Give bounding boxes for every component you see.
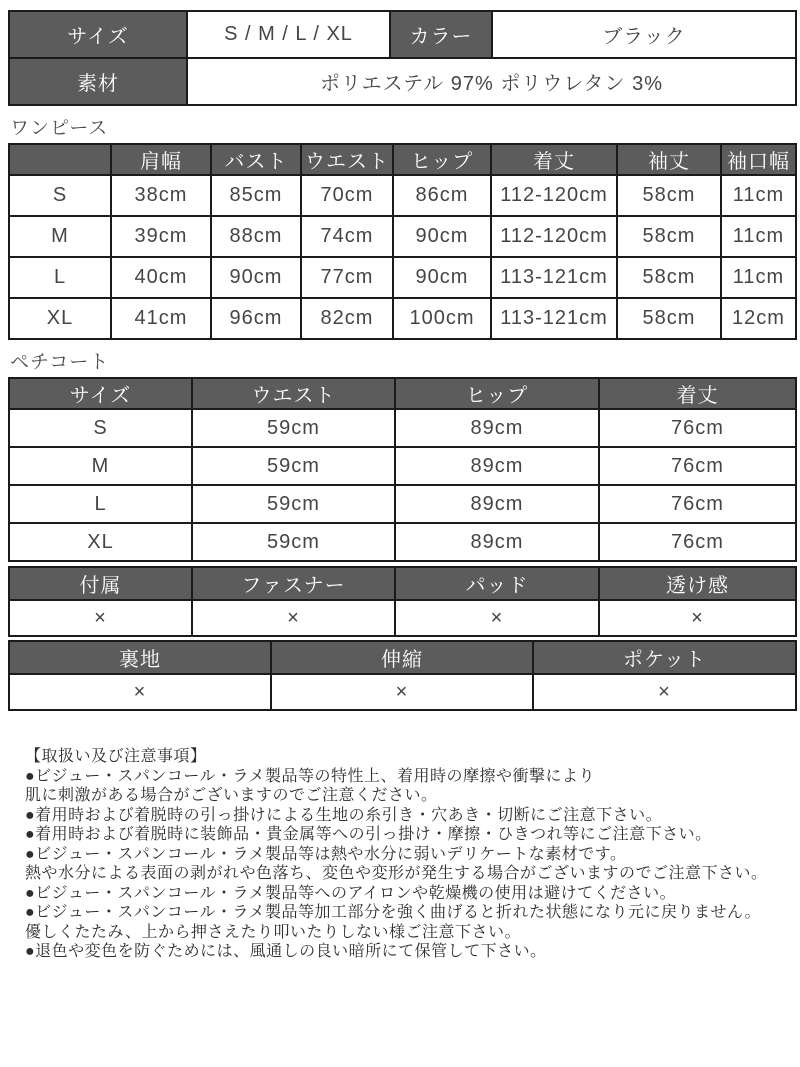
care-note-line: ●着用時および着脱時に装飾品・貴金属等への引っ掛け・摩擦・ひきつれ等にご注意下さい。 <box>25 826 712 843</box>
header-cell-waist: ウエスト <box>192 378 395 409</box>
header-cell-pad: パッド <box>395 567 599 600</box>
table-row <box>9 674 796 710</box>
table-row <box>9 447 796 485</box>
table-row <box>9 298 796 339</box>
table-row <box>9 409 796 447</box>
header-cell-hip: ヒップ <box>393 144 491 175</box>
table-header-row <box>9 567 796 600</box>
header-cell-length: 着丈 <box>491 144 617 175</box>
features-table-1 <box>8 566 797 637</box>
measurement-cell: 90cm <box>393 257 491 298</box>
header-cell-accessory: 付属 <box>9 567 192 600</box>
size-label-cell: サイズ <box>9 11 187 58</box>
care-note-line: 肌に刺激がある場合がございますのでご注意ください。 <box>25 787 438 804</box>
header-cell-stretch: 伸縮 <box>271 641 533 674</box>
material-label-cell: 素材 <box>9 58 187 105</box>
petticoat-section-label: ペチコート <box>10 352 110 373</box>
header-cell-sleeve: 袖丈 <box>617 144 721 175</box>
color-label-cell: カラー <box>390 11 492 58</box>
measurement-cell: 59cm <box>192 523 395 561</box>
measurement-cell: 90cm <box>211 257 301 298</box>
measurement-cell: 11cm <box>721 257 796 298</box>
size-cell: M <box>9 216 111 257</box>
measurement-cell: 58cm <box>617 175 721 216</box>
table-row <box>9 257 796 298</box>
header-cell-cuff: 袖口幅 <box>721 144 796 175</box>
measurement-cell: 77cm <box>301 257 393 298</box>
measurement-cell: 85cm <box>211 175 301 216</box>
measurement-cell: 70cm <box>301 175 393 216</box>
header-cell-hip: ヒップ <box>395 378 599 409</box>
measurement-cell: 90cm <box>393 216 491 257</box>
header-cell-size: サイズ <box>9 378 192 409</box>
feature-value-cell: × <box>395 600 599 636</box>
measurement-cell: 58cm <box>617 257 721 298</box>
table-header-row <box>9 378 796 409</box>
measurement-cell: 76cm <box>599 447 796 485</box>
onepiece-section-label: ワンピース <box>10 118 109 139</box>
care-note-line: 熱や水分による表面の剥がれや色落ち、変色や変形が発生する場合がございますのでご注意下さい。 <box>25 865 768 882</box>
size-cell: S <box>9 409 192 447</box>
measurement-cell: 38cm <box>111 175 211 216</box>
table-row <box>9 523 796 561</box>
size-cell: L <box>9 257 111 298</box>
measurement-cell: 112-120cm <box>491 175 617 216</box>
header-cell-shoulder: 肩幅 <box>111 144 211 175</box>
table-row <box>9 216 796 257</box>
measurement-cell: 76cm <box>599 409 796 447</box>
care-note-line: ●ビジュー・スパンコール・ラメ製品等へのアイロンや乾燥機の使用は避けてください。 <box>25 884 677 902</box>
table-row <box>9 175 796 216</box>
size-value-cell: S / M / L / XL <box>187 11 390 58</box>
care-note-line: ●着用時および着脱時の引っ掛けによる生地の糸引き・穴あき・切断にご注意下さい。 <box>25 806 663 824</box>
measurement-cell: 113-121cm <box>491 257 617 298</box>
measurement-cell: 89cm <box>395 485 599 523</box>
measurement-cell: 113-121cm <box>491 298 617 339</box>
care-note-line: ●ビジュー・スパンコール・ラメ製品等は熱や水分に弱いデリケートな素材です。 <box>25 845 627 863</box>
header-cell-pocket: ポケット <box>533 641 796 674</box>
measurement-cell: 58cm <box>617 298 721 339</box>
table-row <box>9 11 796 58</box>
measurement-cell: 89cm <box>395 409 599 447</box>
measurement-cell: 59cm <box>192 409 395 447</box>
measurement-cell: 74cm <box>301 216 393 257</box>
table-row <box>9 485 796 523</box>
care-note-line: ●ビジュー・スパンコール・ラメ製品等加工部分を強く曲げると折れた状態になり元に戻りません。 <box>25 904 762 921</box>
measurement-cell: 89cm <box>395 523 599 561</box>
petticoat-size-table <box>8 377 797 562</box>
care-note-line: ●ビジュー・スパンコール・ラメ製品等の特性上、着用時の摩擦や衝撃により <box>25 767 596 785</box>
table-header-row <box>9 641 796 674</box>
color-value-cell: ブラック <box>492 11 796 58</box>
measurement-cell: 89cm <box>395 447 599 485</box>
header-cell-bust: バスト <box>211 144 301 175</box>
onepiece-size-table <box>8 143 797 340</box>
table-row <box>9 58 796 105</box>
measurement-cell: 40cm <box>111 257 211 298</box>
table-header-row <box>9 144 796 175</box>
feature-value-cell: × <box>599 600 796 636</box>
size-cell: M <box>9 447 192 485</box>
size-cell: S <box>9 175 111 216</box>
feature-value-cell: × <box>271 674 533 710</box>
table-row <box>9 600 796 636</box>
size-cell: XL <box>9 523 192 561</box>
measurement-cell: 59cm <box>192 447 395 485</box>
measurement-cell: 58cm <box>617 216 721 257</box>
feature-value-cell: × <box>9 674 271 710</box>
measurement-cell: 76cm <box>599 523 796 561</box>
measurement-cell: 11cm <box>721 216 796 257</box>
measurement-cell: 82cm <box>301 298 393 339</box>
measurement-cell: 96cm <box>211 298 301 339</box>
header-cell-blank <box>9 144 111 175</box>
feature-value-cell: × <box>192 600 395 636</box>
care-notes-title: 【取扱い及び注意事項】 <box>25 748 207 765</box>
features-table-2 <box>8 640 797 711</box>
measurement-cell: 41cm <box>111 298 211 339</box>
header-cell-zipper: ファスナー <box>192 567 395 600</box>
size-cell: XL <box>9 298 111 339</box>
measurement-cell: 86cm <box>393 175 491 216</box>
feature-value-cell: × <box>9 600 192 636</box>
care-notes <box>25 747 800 962</box>
size-cell: L <box>9 485 192 523</box>
measurement-cell: 39cm <box>111 216 211 257</box>
measurement-cell: 112-120cm <box>491 216 617 257</box>
measurement-cell: 76cm <box>599 485 796 523</box>
feature-value-cell: × <box>533 674 796 710</box>
material-value-cell: ポリエステル 97% ポリウレタン 3% <box>187 58 796 105</box>
care-note-line: ●退色や変色を防ぐためには、風通しの良い暗所にて保管して下さい。 <box>25 943 547 960</box>
header-cell-sheerness: 透け感 <box>599 567 796 600</box>
measurement-cell: 11cm <box>721 175 796 216</box>
header-cell-length: 着丈 <box>599 378 796 409</box>
header-cell-waist: ウエスト <box>301 144 393 175</box>
product-spec-table <box>8 10 797 106</box>
measurement-cell: 88cm <box>211 216 301 257</box>
measurement-cell: 59cm <box>192 485 395 523</box>
header-cell-lining: 裏地 <box>9 641 271 674</box>
measurement-cell: 12cm <box>721 298 796 339</box>
care-note-line: 優しくたたみ、上から押さえたり叩いたりしない様ご注意下さい。 <box>25 923 521 941</box>
measurement-cell: 100cm <box>393 298 491 339</box>
